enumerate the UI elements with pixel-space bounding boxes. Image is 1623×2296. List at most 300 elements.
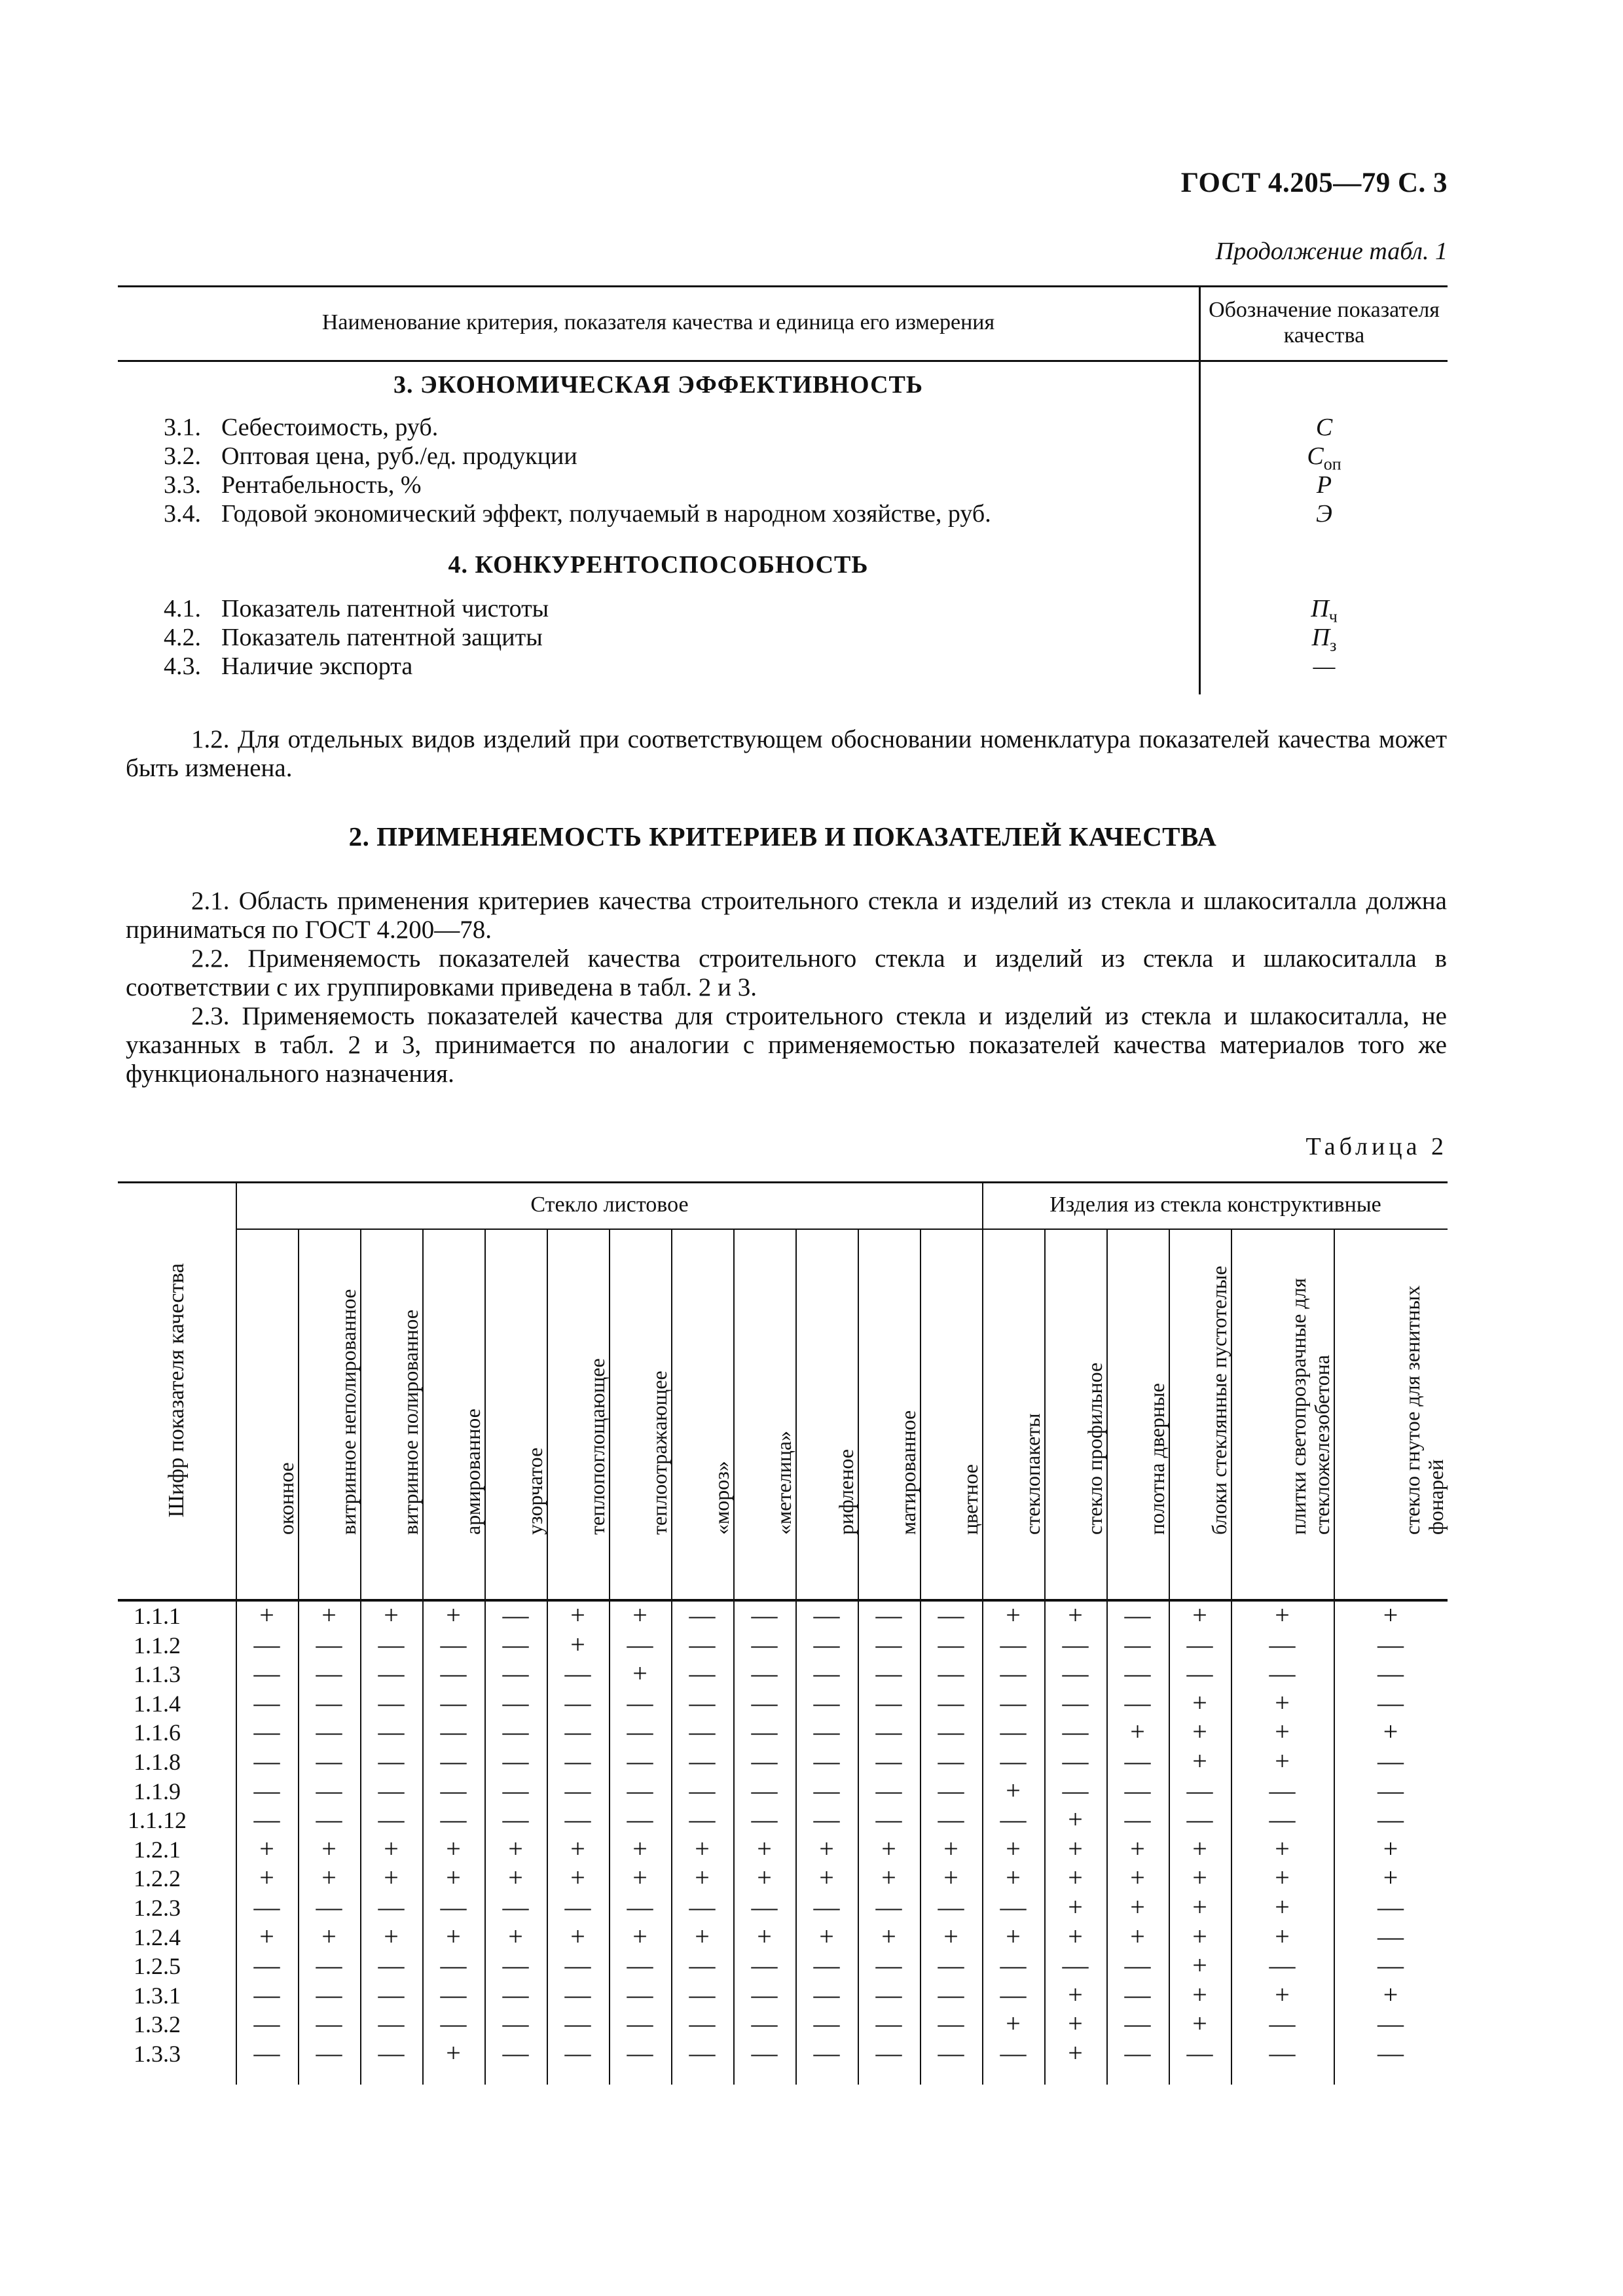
- column-header: полотна дверные: [1145, 1383, 1169, 1535]
- table-cell: —: [316, 1629, 342, 1659]
- row-number: 3.4.: [164, 500, 201, 528]
- table-cell: +: [321, 1863, 337, 1893]
- column-header: стекло профильное: [1083, 1362, 1106, 1535]
- table-cell: —: [316, 1950, 342, 1981]
- table-cell: +: [1275, 1979, 1290, 2009]
- table-cell: +: [1192, 1746, 1207, 1776]
- table-cell: +: [1068, 1804, 1083, 1835]
- table-cell: +: [1130, 1717, 1145, 1747]
- row-text: Годовой экономический эффект, получаемый в народном хозяйстве, руб.: [221, 500, 991, 528]
- table-cell: —: [938, 1775, 964, 1805]
- table-cell: —: [253, 1979, 280, 2009]
- table-cell: —: [564, 1892, 591, 1922]
- table-cell: +: [446, 1863, 461, 1893]
- table-cell: —: [1062, 1950, 1089, 1981]
- table2-group-border: [236, 1229, 1448, 1230]
- table-cell: +: [1275, 1746, 1290, 1776]
- table-cell: +: [1192, 1921, 1207, 1951]
- table-cell: —: [502, 2038, 529, 2068]
- table-cell: —: [751, 1804, 778, 1835]
- table-cell: —: [875, 1892, 902, 1922]
- table-cell: +: [819, 1863, 834, 1893]
- table-cell: —: [378, 2009, 405, 2039]
- table-cell: —: [751, 1950, 778, 1981]
- row-text: Показатель патентной чистоты: [221, 595, 549, 622]
- section-2-title: 2. ПРИМЕНЯЕМОСТЬ КРИТЕРИЕВ И ПОКАЗАТЕЛЕЙ КАЧЕСТВА: [348, 821, 1217, 852]
- table-cell: —: [502, 1659, 529, 1689]
- table-cell: +: [1192, 1833, 1207, 1863]
- row-number: 4.3.: [164, 653, 201, 680]
- row-text: Оптовая цена, руб./ед. продукции: [221, 442, 577, 470]
- table-cell: +: [757, 1833, 772, 1863]
- table-cell: —: [1186, 1659, 1213, 1689]
- table-cell: —: [875, 2038, 902, 2068]
- table-cell: —: [938, 1746, 964, 1776]
- table-cell: —: [1000, 1687, 1027, 1717]
- table-cell: +: [384, 1600, 399, 1630]
- table-cell: —: [813, 1892, 840, 1922]
- table-cell: +: [757, 1863, 772, 1893]
- row-text: Рентабельность, %: [221, 471, 422, 499]
- row-number: 4.1.: [164, 595, 201, 622]
- table-cell: —: [627, 1746, 653, 1776]
- table-cell: +: [1192, 2009, 1207, 2039]
- table-cell: —: [875, 2009, 902, 2039]
- row-code: 1.2.3: [134, 1895, 181, 1921]
- table-cell: +: [695, 1921, 710, 1951]
- table-cell: —: [1377, 1775, 1404, 1805]
- table-cell: —: [1124, 1687, 1151, 1717]
- table-cell: —: [751, 2038, 778, 2068]
- table-cell: —: [689, 1659, 716, 1689]
- table-cell: —: [1377, 1950, 1404, 1981]
- table-cell: —: [1377, 1687, 1404, 1717]
- table-cell: +: [1383, 1717, 1398, 1747]
- table-cell: —: [1186, 2038, 1213, 2068]
- column-header: «мороз»: [710, 1461, 733, 1535]
- table-cell: —: [1269, 1950, 1296, 1981]
- table-cell: +: [943, 1833, 958, 1863]
- row-symbol: $C_{оп}$: [1307, 442, 1341, 474]
- table-cell: +: [1006, 1921, 1021, 1951]
- section-title: 4. КОНКУРЕНТОСПОСОБНОСТЬ: [448, 551, 869, 579]
- column-header: рифленое: [834, 1449, 858, 1535]
- paragraph-2-3: 2.3. Применяемость показателей качества для строительного стекла и изделий из стекла и шлакоситалла, не указанных в табл. 2 и 3, принимается по аналогии с применяемостью показателей качества материалов того же функционального назначения.: [126, 1002, 1447, 1088]
- table1-col-name-header: Наименование критерия, показателя качества и единица его измерения: [321, 310, 995, 334]
- table-cell: —: [627, 1979, 653, 2009]
- table-cell: —: [1062, 1717, 1089, 1747]
- table2-top-border: [118, 1181, 1448, 1183]
- table-cell: —: [1377, 1659, 1404, 1689]
- table-cell: +: [1006, 1863, 1021, 1893]
- table-cell: +: [321, 1600, 337, 1630]
- table-cell: —: [1000, 2038, 1027, 2068]
- table-cell: —: [253, 2009, 280, 2039]
- table-cell: +: [1383, 1833, 1398, 1863]
- column-header: узорчатое: [523, 1447, 547, 1535]
- table-cell: —: [253, 1717, 280, 1747]
- row-code: 1.1.6: [134, 1719, 181, 1746]
- row-code: 1.3.1: [134, 1982, 181, 2009]
- table-cell: +: [1068, 2038, 1083, 2068]
- row-code: 1.1.4: [134, 1690, 181, 1717]
- table-cell: —: [316, 1717, 342, 1747]
- table-cell: —: [564, 1687, 591, 1717]
- table-cell: —: [751, 1629, 778, 1659]
- table-cell: —: [627, 1629, 653, 1659]
- table-cell: +: [1130, 1921, 1145, 1951]
- table1-row: [118, 594, 1448, 626]
- table-cell: —: [378, 1804, 405, 1835]
- table-cell: —: [1186, 1775, 1213, 1805]
- table-cell: —: [502, 1717, 529, 1747]
- table-cell: —: [875, 1629, 902, 1659]
- table-cell: —: [316, 1892, 342, 1922]
- table-cell: +: [259, 1600, 274, 1630]
- table-cell: +: [695, 1833, 710, 1863]
- table-cell: —: [440, 1629, 467, 1659]
- table-cell: —: [1186, 1804, 1213, 1835]
- row-code: 1.3.2: [134, 2011, 181, 2038]
- table-cell: —: [813, 1600, 840, 1630]
- table-cell: —: [813, 2009, 840, 2039]
- table-cell: —: [378, 1746, 405, 1776]
- table-cell: —: [1062, 1659, 1089, 1689]
- table-cell: —: [689, 1804, 716, 1835]
- table-cell: +: [259, 1833, 274, 1863]
- column-header: матированное: [896, 1410, 920, 1535]
- table-cell: +: [1130, 1892, 1145, 1922]
- table-cell: —: [440, 1892, 467, 1922]
- table-cell: +: [446, 1600, 461, 1630]
- paragraph-text: 1.2. Для отдельных видов изделий при соответствующем обосновании номенклатура показателей качества может быть изменена.: [126, 725, 1447, 782]
- table-cell: —: [502, 1950, 529, 1981]
- table-cell: +: [1192, 1600, 1207, 1630]
- row-code: 1.1.3: [134, 1661, 181, 1688]
- table-cell: —: [689, 1892, 716, 1922]
- table-cell: —: [627, 1687, 653, 1717]
- table-cell: +: [1192, 1863, 1207, 1893]
- table-cell: —: [1124, 2038, 1151, 2068]
- table-cell: —: [1000, 1950, 1027, 1981]
- table-cell: —: [627, 1950, 653, 1981]
- table-cell: +: [384, 1863, 399, 1893]
- column-header: блоки стеклянные пустотелые: [1207, 1265, 1231, 1535]
- table-cell: —: [627, 1717, 653, 1747]
- column-header: стеклопакеты: [1021, 1413, 1044, 1535]
- table-cell: —: [938, 1950, 964, 1981]
- table-cell: —: [813, 1717, 840, 1747]
- table-cell: +: [632, 1863, 647, 1893]
- table-cell: —: [938, 1979, 964, 2009]
- row-number: 3.3.: [164, 471, 201, 499]
- table-cell: +: [632, 1600, 647, 1630]
- table-cell: +: [1068, 1892, 1083, 1922]
- table-cell: —: [875, 1950, 902, 1981]
- table-cell: —: [564, 1717, 591, 1747]
- table-cell: —: [1124, 1775, 1151, 1805]
- row-code: 1.2.5: [134, 1953, 181, 1980]
- table-cell: —: [689, 1600, 716, 1630]
- table-cell: —: [813, 1746, 840, 1776]
- table-cell: —: [253, 2038, 280, 2068]
- table-cell: —: [875, 1979, 902, 2009]
- page-header: ГОСТ 4.205—79 С. 3: [1180, 168, 1448, 198]
- row-symbol: P: [1316, 471, 1332, 499]
- table-cell: —: [1124, 2009, 1151, 2039]
- paragraph-1-2: [126, 725, 1447, 783]
- table-cell: +: [881, 1833, 896, 1863]
- table-cell: —: [1377, 2009, 1404, 2039]
- table-cell: —: [502, 1979, 529, 2009]
- table-cell: —: [813, 1659, 840, 1689]
- table-cell: —: [564, 1804, 591, 1835]
- column-header: оконное: [274, 1462, 298, 1535]
- table-cell: +: [1006, 1775, 1021, 1805]
- table-cell: —: [875, 1717, 902, 1747]
- table-cell: —: [875, 1687, 902, 1717]
- table-cell: —: [1269, 1804, 1296, 1835]
- table-cell: —: [875, 1746, 902, 1776]
- table-cell: +: [1006, 1833, 1021, 1863]
- table-cell: +: [1006, 1600, 1021, 1630]
- table-cell: —: [564, 1746, 591, 1776]
- table-cell: —: [502, 1804, 529, 1835]
- table-cell: +: [1068, 1921, 1083, 1951]
- table-cell: +: [1068, 1863, 1083, 1893]
- row-symbol: Э: [1316, 500, 1332, 528]
- column-header: стекло гнутое для зенитных фонарей: [1400, 1285, 1448, 1535]
- row-text: Себестоимость, руб.: [221, 414, 439, 441]
- group-header-sheet-glass: Стекло листовое: [530, 1193, 689, 1217]
- table-cell: +: [1068, 1600, 1083, 1630]
- column-header: витринное неполированное: [337, 1289, 360, 1535]
- table-cell: —: [502, 1746, 529, 1776]
- table1-row: [118, 499, 1448, 528]
- table-cell: +: [881, 1921, 896, 1951]
- table-cell: —: [689, 1717, 716, 1747]
- table-cell: —: [627, 1892, 653, 1922]
- table-cell: —: [1269, 1775, 1296, 1805]
- table-cell: —: [378, 1659, 405, 1689]
- table-cell: —: [378, 1950, 405, 1981]
- table-cell: +: [321, 1921, 337, 1951]
- table-cell: —: [440, 1746, 467, 1776]
- table1-row: [118, 413, 1448, 442]
- table-cell: +: [632, 1833, 647, 1863]
- table-cell: —: [1377, 1629, 1404, 1659]
- table-cell: —: [751, 1687, 778, 1717]
- row-number: 4.2.: [164, 624, 201, 651]
- table-cell: —: [316, 1687, 342, 1717]
- table-cell: +: [446, 1921, 461, 1951]
- table-cell: —: [689, 1775, 716, 1805]
- column-header: «метелица»: [772, 1430, 795, 1535]
- table-cell: —: [1269, 1659, 1296, 1689]
- table-cell: —: [316, 2009, 342, 2039]
- table-cell: —: [689, 2038, 716, 2068]
- table-cell: —: [316, 1746, 342, 1776]
- table-cell: —: [1269, 2009, 1296, 2039]
- table-cell: —: [1124, 1746, 1151, 1776]
- column-header: плитки светопрозрачные для стекложелезобетона: [1286, 1278, 1334, 1535]
- table-cell: —: [1000, 1717, 1027, 1747]
- table-cell: —: [378, 1687, 405, 1717]
- table-cell: —: [751, 1659, 778, 1689]
- table-cell: —: [316, 1659, 342, 1689]
- table-cell: —: [564, 1775, 591, 1805]
- column-header: армированное: [461, 1408, 484, 1535]
- table-cell: —: [1377, 1892, 1404, 1922]
- table-cell: —: [440, 1804, 467, 1835]
- table-cell: +: [1192, 1950, 1207, 1981]
- table-cell: —: [813, 2038, 840, 2068]
- row-symbol: $П_з$: [1311, 624, 1337, 655]
- table-cell: +: [1383, 1979, 1398, 2009]
- table-cell: +: [384, 1921, 399, 1951]
- table-cell: —: [689, 1950, 716, 1981]
- table1-row: [118, 471, 1448, 499]
- table-cell: —: [440, 1775, 467, 1805]
- table-cell: —: [253, 1892, 280, 1922]
- paragraph-2-1: 2.1. Область применения критериев качества строительного стекла и изделий из стекла и шлакоситалла должна приниматься по ГОСТ 4.200—78.: [126, 887, 1447, 944]
- table-cell: —: [440, 1717, 467, 1747]
- table-cell: +: [508, 1863, 523, 1893]
- table-cell: —: [627, 2009, 653, 2039]
- table-cell: —: [1124, 1629, 1151, 1659]
- table-cell: —: [253, 1775, 280, 1805]
- table1-col-symbol-header: Обозначение показателя качества: [1209, 297, 1440, 348]
- table-cell: —: [813, 1629, 840, 1659]
- table-cell: —: [938, 1892, 964, 1922]
- section-2-paragraphs: [126, 887, 1447, 1088]
- table-cell: —: [938, 1600, 964, 1630]
- table-cell: +: [259, 1863, 274, 1893]
- group-header-structural-products: Изделия из стекла конструктивные: [1049, 1193, 1381, 1217]
- table2: [118, 1181, 1448, 2085]
- table-cell: +: [1130, 1833, 1145, 1863]
- row-code: 1.1.2: [134, 1632, 181, 1659]
- table-cell: +: [1383, 1600, 1398, 1630]
- table-cell: +: [1275, 1921, 1290, 1951]
- table-cell: —: [875, 1600, 902, 1630]
- table-cell: —: [1000, 1659, 1027, 1689]
- table-cell: +: [1275, 1687, 1290, 1717]
- table-cell: —: [502, 1775, 529, 1805]
- table-cell: —: [253, 1687, 280, 1717]
- table-cell: +: [1275, 1600, 1290, 1630]
- table-cell: —: [253, 1629, 280, 1659]
- row-text: Наличие экспорта: [221, 653, 413, 680]
- table-cell: —: [689, 1629, 716, 1659]
- table-cell: —: [564, 1979, 591, 2009]
- table-cell: —: [502, 2009, 529, 2039]
- table-continuation-note: Продолжение табл. 1: [1215, 238, 1448, 265]
- table2-row-header: Шифр показателя качества: [164, 1263, 189, 1518]
- table-cell: +: [943, 1863, 958, 1893]
- table-cell: —: [1124, 1659, 1151, 1689]
- table-cell: —: [378, 1717, 405, 1747]
- table-cell: +: [259, 1921, 274, 1951]
- row-code: 1.1.12: [128, 1807, 187, 1834]
- table-cell: —: [502, 1629, 529, 1659]
- table-cell: —: [1269, 1629, 1296, 1659]
- table-cell: —: [253, 1659, 280, 1689]
- table-cell: —: [1062, 1687, 1089, 1717]
- table-cell: +: [1275, 1892, 1290, 1922]
- table1-header-border: [118, 360, 1448, 362]
- table-cell: —: [938, 1687, 964, 1717]
- table-cell: —: [689, 1746, 716, 1776]
- table-cell: —: [1062, 1629, 1089, 1659]
- table-cell: —: [502, 1892, 529, 1922]
- table-cell: +: [1192, 1687, 1207, 1717]
- table-cell: —: [378, 1979, 405, 2009]
- table-cell: +: [1192, 1979, 1207, 2009]
- table-cell: —: [627, 2038, 653, 2068]
- table-cell: —: [440, 1659, 467, 1689]
- table-cell: —: [813, 1775, 840, 1805]
- table-cell: +: [695, 1863, 710, 1893]
- row-code: 1.2.4: [134, 1924, 181, 1950]
- table-cell: +: [1192, 1717, 1207, 1747]
- table-cell: —: [253, 1804, 280, 1835]
- column-header: теплопоглощающее: [585, 1358, 609, 1535]
- table-cell: —: [751, 1717, 778, 1747]
- table-cell: +: [570, 1629, 585, 1659]
- table-cell: —: [938, 1659, 964, 1689]
- table-cell: —: [378, 2038, 405, 2068]
- section-title: 3. ЭКОНОМИЧЕСКАЯ ЭФФЕКТИВНОСТЬ: [393, 371, 923, 399]
- table-cell: —: [1000, 1804, 1027, 1835]
- table-cell: —: [378, 1629, 405, 1659]
- table-cell: +: [384, 1833, 399, 1863]
- row-code: 1.1.8: [134, 1749, 181, 1775]
- table-cell: —: [1124, 1950, 1151, 1981]
- table-cell: —: [1000, 1629, 1027, 1659]
- table-cell: +: [446, 1833, 461, 1863]
- table-cell: —: [938, 1717, 964, 1747]
- table-cell: +: [570, 1600, 585, 1630]
- row-symbol: C: [1315, 414, 1333, 441]
- table-cell: +: [570, 1833, 585, 1863]
- table-cell: —: [751, 1600, 778, 1630]
- table-cell: +: [1383, 1863, 1398, 1893]
- table-cell: +: [1068, 2009, 1083, 2039]
- table-cell: +: [632, 1921, 647, 1951]
- table-cell: —: [813, 1804, 840, 1835]
- paragraph-2-2: 2.2. Применяемость показателей качества строительного стекла и изделий из стекла и шлакоситалла в соответствии с их группировками приведена в табл. 2 и 3.: [126, 944, 1447, 1001]
- table-cell: —: [938, 2009, 964, 2039]
- table-cell: —: [1124, 1804, 1151, 1835]
- table-cell: +: [881, 1863, 896, 1893]
- table-cell: —: [875, 1804, 902, 1835]
- table-cell: —: [1000, 1746, 1027, 1776]
- table-cell: —: [689, 1687, 716, 1717]
- table-cell: +: [819, 1833, 834, 1863]
- row-code: 1.2.2: [134, 1865, 181, 1892]
- table-cell: —: [689, 2009, 716, 2039]
- row-symbol: —: [1313, 653, 1336, 680]
- row-number: 3.1.: [164, 414, 201, 441]
- table-cell: —: [440, 1950, 467, 1981]
- table-cell: —: [938, 1629, 964, 1659]
- table-cell: —: [440, 1687, 467, 1717]
- table-cell: —: [564, 2038, 591, 2068]
- table-cell: +: [321, 1833, 337, 1863]
- table1-row: [118, 652, 1448, 681]
- table-cell: —: [875, 1775, 902, 1805]
